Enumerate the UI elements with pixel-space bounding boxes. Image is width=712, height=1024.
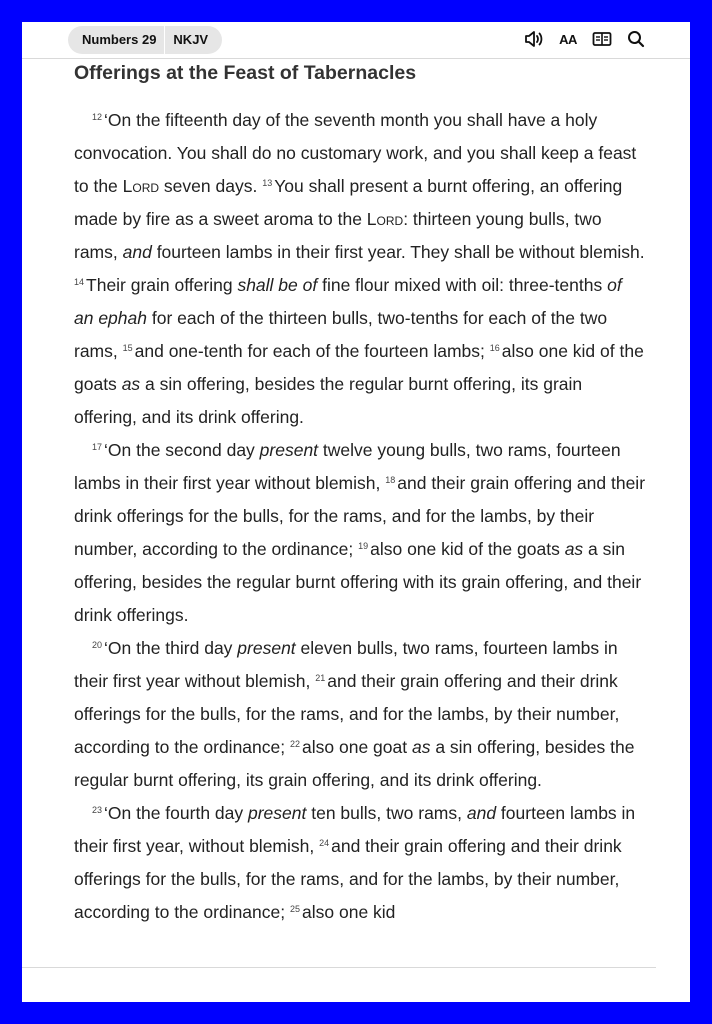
paragraph [74, 797, 646, 929]
verse-text: and their grain offering and their drink offerings for the bulls, for the rams, and for the lambs, by their number, according to the ordinance; [74, 473, 646, 559]
section-heading: Offerings at the Feast of Tabernacles [74, 62, 417, 84]
font-size-button[interactable]: AA [559, 31, 577, 47]
italic-word: as [411, 737, 431, 757]
scripture-text [74, 104, 646, 929]
italic-word: present [259, 440, 319, 460]
verse-text: also one kid of the goats [370, 539, 565, 559]
verse-number[interactable]: 20 [92, 640, 103, 650]
verse-text: ‘On the second day [104, 440, 260, 460]
verse-text: seven days. [159, 176, 258, 196]
verse-number[interactable]: 12 [92, 112, 103, 122]
verse-number[interactable]: 25 [290, 904, 301, 914]
italic-word: present [248, 803, 307, 823]
reader-window [22, 22, 690, 1002]
paragraph [74, 434, 646, 632]
verse-text: ten bulls, two rams, [306, 803, 467, 823]
verse-text: a sin offering, besides the regular burnt offering, its grain offering, and its drink offering. [74, 374, 583, 427]
verse-number[interactable]: 17 [92, 442, 103, 452]
toolbar-icons [524, 28, 646, 50]
verse-number[interactable]: 22 [290, 739, 301, 749]
passage-selector[interactable] [68, 26, 222, 54]
verse-text: : thirteen young bulls, two rams, [74, 209, 602, 262]
verse-text: ‘On the third day [104, 638, 238, 658]
paragraph [74, 632, 646, 797]
verse-number[interactable]: 14 [74, 277, 85, 287]
speaker-icon[interactable] [524, 28, 544, 50]
italic-word: present [237, 638, 296, 658]
verse-text: and one-tenth for each of the fourteen lambs; [134, 341, 485, 361]
verse-number[interactable]: 13 [262, 178, 273, 188]
paragraph [74, 104, 646, 434]
book-open-icon[interactable] [592, 28, 612, 50]
verse-text: ‘On the fifteenth day of the seventh month you shall have a holy convocation. You shall do no customary work, and you shall keep a feast to the [74, 110, 637, 196]
verse-text: also one goat [302, 737, 412, 757]
verse-text: You shall present a burnt offering, an offering made by fire as a sweet aroma to the [74, 176, 623, 229]
verse-number[interactable]: 24 [319, 838, 330, 848]
italic-word: and [122, 242, 152, 262]
verse-text: fourteen lambs in their first year, without blemish, [74, 803, 636, 856]
italic-word: and [466, 803, 497, 823]
italic-word: as [564, 539, 584, 559]
verse-text: and their grain offering and their drink offerings for the bulls, for the rams, and for the lambs, by their number, according to the ordinance; [74, 836, 622, 922]
book-chapter-button[interactable]: Numbers 29 [82, 32, 157, 47]
italic-word: as [121, 374, 141, 394]
verse-text: fourteen lambs in their first year. They shall be without blemish. [151, 242, 645, 262]
verse-text: also one kid of the goats [74, 341, 644, 394]
top-toolbar [22, 22, 690, 59]
verse-number[interactable]: 23 [92, 805, 103, 815]
verse-text: also one kid [302, 902, 396, 922]
verse-number[interactable]: 19 [358, 541, 369, 551]
verse-number[interactable]: 15 [122, 343, 133, 353]
verse-text: eleven bulls, two rams, fourteen lambs in their first year without blemish, [74, 638, 618, 691]
search-icon[interactable] [626, 28, 646, 50]
verse-text: Their grain offering [86, 275, 238, 295]
verse-text: for each of the thirteen bulls, two-tenths for each of the two rams, [74, 308, 608, 361]
version-button[interactable]: NKJV [173, 32, 209, 47]
italic-word: shall be of [237, 275, 318, 295]
lord-small-caps: Lord [122, 176, 160, 196]
italic-word: of an ephah [74, 275, 622, 328]
verse-number[interactable]: 16 [489, 343, 500, 353]
lord-small-caps: Lord [366, 209, 404, 229]
verse-number[interactable]: 21 [315, 673, 326, 683]
verse-text: and their grain offering and their drink offerings for the bulls, for the rams, and for the lambs, by their number, according to the ordinance; [74, 671, 620, 757]
verse-text: a sin offering, besides the regular burnt offering with its grain offering, and their drink offerings. [74, 539, 642, 625]
verse-text: ‘On the fourth day [104, 803, 248, 823]
verse-text: a sin offering, besides the regular burnt offering, its grain offering, and its drink offering. [74, 737, 635, 790]
verse-text: fine flour mixed with oil: three-tenths [317, 275, 608, 295]
verse-text: twelve young bulls, two rams, fourteen lambs in their first year without blemish, [74, 440, 621, 493]
verse-number[interactable]: 18 [385, 475, 396, 485]
bottom-divider [22, 967, 656, 968]
